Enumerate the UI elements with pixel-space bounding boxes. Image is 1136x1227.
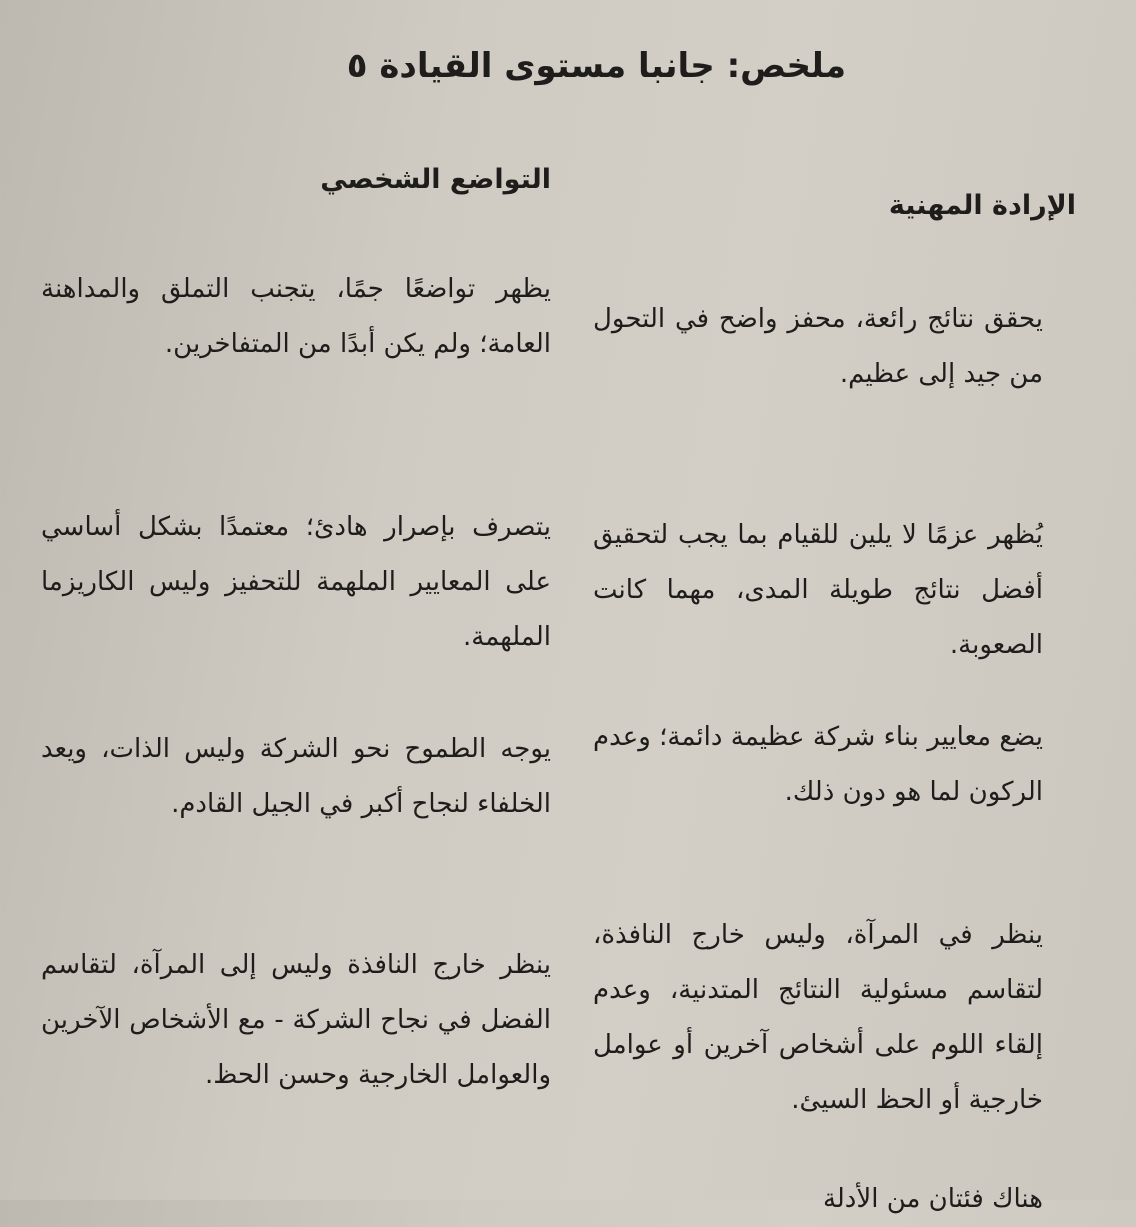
column-heading-personal-humility: التواضع الشخصي (320, 164, 551, 195)
page-title: ملخص: جانبا مستوى القيادة ٥ (346, 46, 846, 86)
professional-will-paragraph: يحقق نتائج رائعة، محفز واضح في التحول من جيد إلى عظيم. (593, 304, 1043, 389)
personal-humility-paragraph: يوجه الطموح نحو الشركة وليس الذات، ويعد الخلفاء لنجاح أكبر في الجيل القادم. (41, 734, 551, 819)
professional-will-paragraph: يُظهر عزمًا لا يلين للقيام بما يجب لتحقيق أفضل نتائج طويلة المدى، مهما كانت الصعوبة. (593, 520, 1043, 660)
personal-humility-paragraph: ينظر خارج النافذة وليس إلى المرآة، لتقاسم الفضل في نجاح الشركة - مع الأشخاص الآخرين والعوامل الخارجية وحسن الحظ. (41, 950, 551, 1090)
professional-will-paragraph: ينظر في المرآة، وليس خارج النافذة، لتقاسم مسئولية النتائج المتدنية، وعدم إلقاء اللوم على أشخاص آخرين أو عوامل خارجية أو الحظ السيئ. (593, 920, 1043, 1115)
personal-humility-paragraph: يظهر تواضعًا جمًا، يتجنب التملق والمداهنة العامة؛ ولم يكن أبدًا من المتفاخرين. (41, 274, 551, 359)
column-heading-professional-will: الإرادة المهنية (888, 190, 1076, 221)
professional-will-paragraph: يضع معايير بناء شركة عظيمة دائمة؛ وعدم الركون لما هو دون ذلك. (593, 722, 1043, 807)
cutoff-text-line: هناك فئتان من الأدلة (822, 1184, 1043, 1214)
personal-humility-paragraph: يتصرف بإصرار هادئ؛ معتمدًا بشكل أساسي على المعايير الملهمة للتحفيز وليس الكاريزما الملهمة. (41, 512, 551, 652)
